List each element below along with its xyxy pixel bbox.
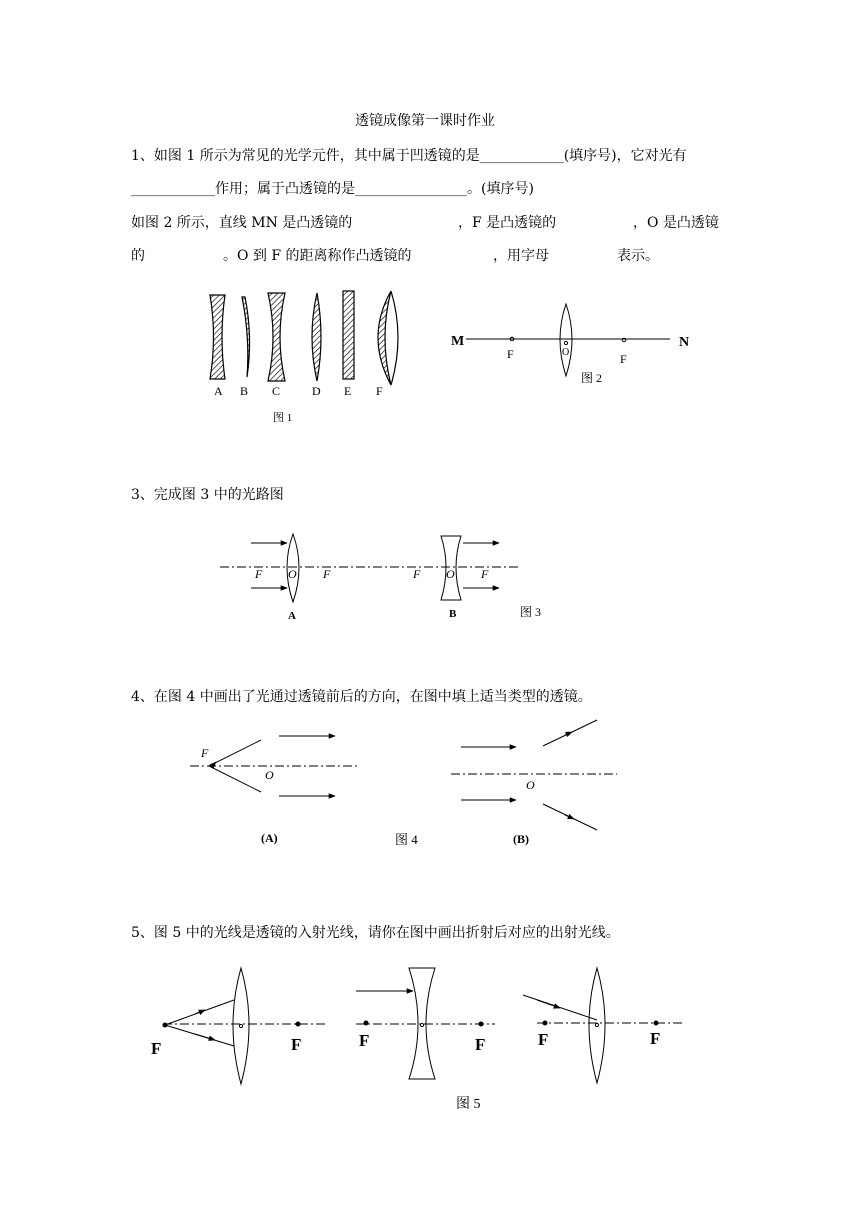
fig1-label-d: D: [312, 384, 321, 398]
figure-5: [145, 962, 690, 1117]
fig5-convex-lens-2: [589, 968, 605, 1083]
fig2-label-o: O: [562, 347, 570, 358]
fig4-label-b: (B): [513, 832, 529, 846]
question-1-line-2: ____________作用；属于凸透镜的是________________。(填序号): [131, 181, 534, 197]
question-5-text: 5、图 5 中的光线是透镜的入射光线，请你在图中画出折射后对应的出射光线。: [131, 925, 620, 941]
fig5-convex-lens-1: [233, 968, 249, 1084]
fig2-caption: 图 2: [581, 371, 603, 385]
fig4-label-o-b: O: [526, 778, 535, 792]
fig3-label-f-b-left: F: [413, 567, 421, 581]
fig3-caption: 图 3: [520, 605, 542, 619]
fig5-label-f-3: F: [359, 1031, 370, 1050]
fig5-label-f-4: F: [475, 1035, 486, 1054]
fig1-label-a: A: [214, 384, 223, 398]
question-2-line-1c: ，O 是凸透镜: [633, 215, 719, 231]
fig1-caption: 图 1: [273, 412, 293, 424]
element-e-plate: [343, 291, 354, 379]
element-a-concave: [210, 295, 225, 379]
fig3-label-b: B: [449, 608, 457, 620]
fig4-label-f: F: [201, 746, 209, 760]
fig1-label-b: B: [240, 384, 249, 398]
question-1-line-1: 1、如图 1 所示为常见的光学元件，其中属于凹透镜的是____________(填序号)，它对光有: [131, 148, 687, 164]
fig3-label-o-a: O: [288, 567, 297, 581]
fig4-label-o-a: O: [265, 768, 274, 782]
fig5-caption: 图 5: [456, 1097, 481, 1112]
fig1-label-e: E: [344, 384, 352, 398]
question-2-line-1a: 如图 2 所示，直线 MN 是凸透镜的: [131, 215, 353, 231]
fig2-label-f-right: F: [620, 352, 627, 366]
element-c-concave: [268, 293, 285, 381]
figure-2: [448, 300, 698, 390]
fig2-label-m: M: [451, 334, 465, 349]
fig1-label-f: F: [376, 384, 383, 398]
page-title: 透镜成像第一课时作业: [355, 113, 495, 129]
fig3-label-f-a-left: F: [255, 567, 263, 581]
fig5-label-f-2: F: [291, 1035, 302, 1054]
fig3-label-a: A: [288, 610, 296, 622]
question-2-line-2b: 。O 到 F 的距离称作凸透镜的: [223, 248, 412, 264]
figure-3: [215, 530, 555, 625]
question-4-text: 4、在图 4 中画出了光通过透镜前后的方向，在图中填上适当类型的透镜。: [131, 689, 592, 705]
fig3-label-o-b: O: [446, 567, 455, 581]
fig5-label-f-1: F: [151, 1039, 162, 1058]
fig2-label-f-left: F: [507, 347, 514, 361]
question-2-line-2d: 表示。: [617, 248, 659, 264]
question-2-line-2a: 的: [131, 248, 145, 264]
fig4-label-a: (A): [261, 831, 278, 845]
fig2-label-n: N: [679, 335, 690, 350]
element-b-meniscus: [242, 297, 250, 377]
question-3-text: 3、完成图 3 中的光路图: [131, 487, 284, 503]
fig5-label-f-5: F: [538, 1030, 549, 1049]
element-d-convex: [312, 293, 321, 381]
question-2-line-1b: ，F 是凸透镜的: [458, 215, 557, 231]
question-2-line-2c: ，用字母: [493, 248, 549, 264]
fig1-label-c: C: [272, 384, 281, 398]
fig5-label-f-6: F: [650, 1029, 661, 1048]
figure-4: [185, 722, 625, 852]
figure-1: [195, 285, 415, 430]
fig4-caption: 图 4: [395, 832, 418, 847]
fig3-label-f-a-right: F: [323, 567, 331, 581]
convex-lens: [560, 304, 572, 376]
fig3-label-f-b-right: F: [481, 567, 489, 581]
